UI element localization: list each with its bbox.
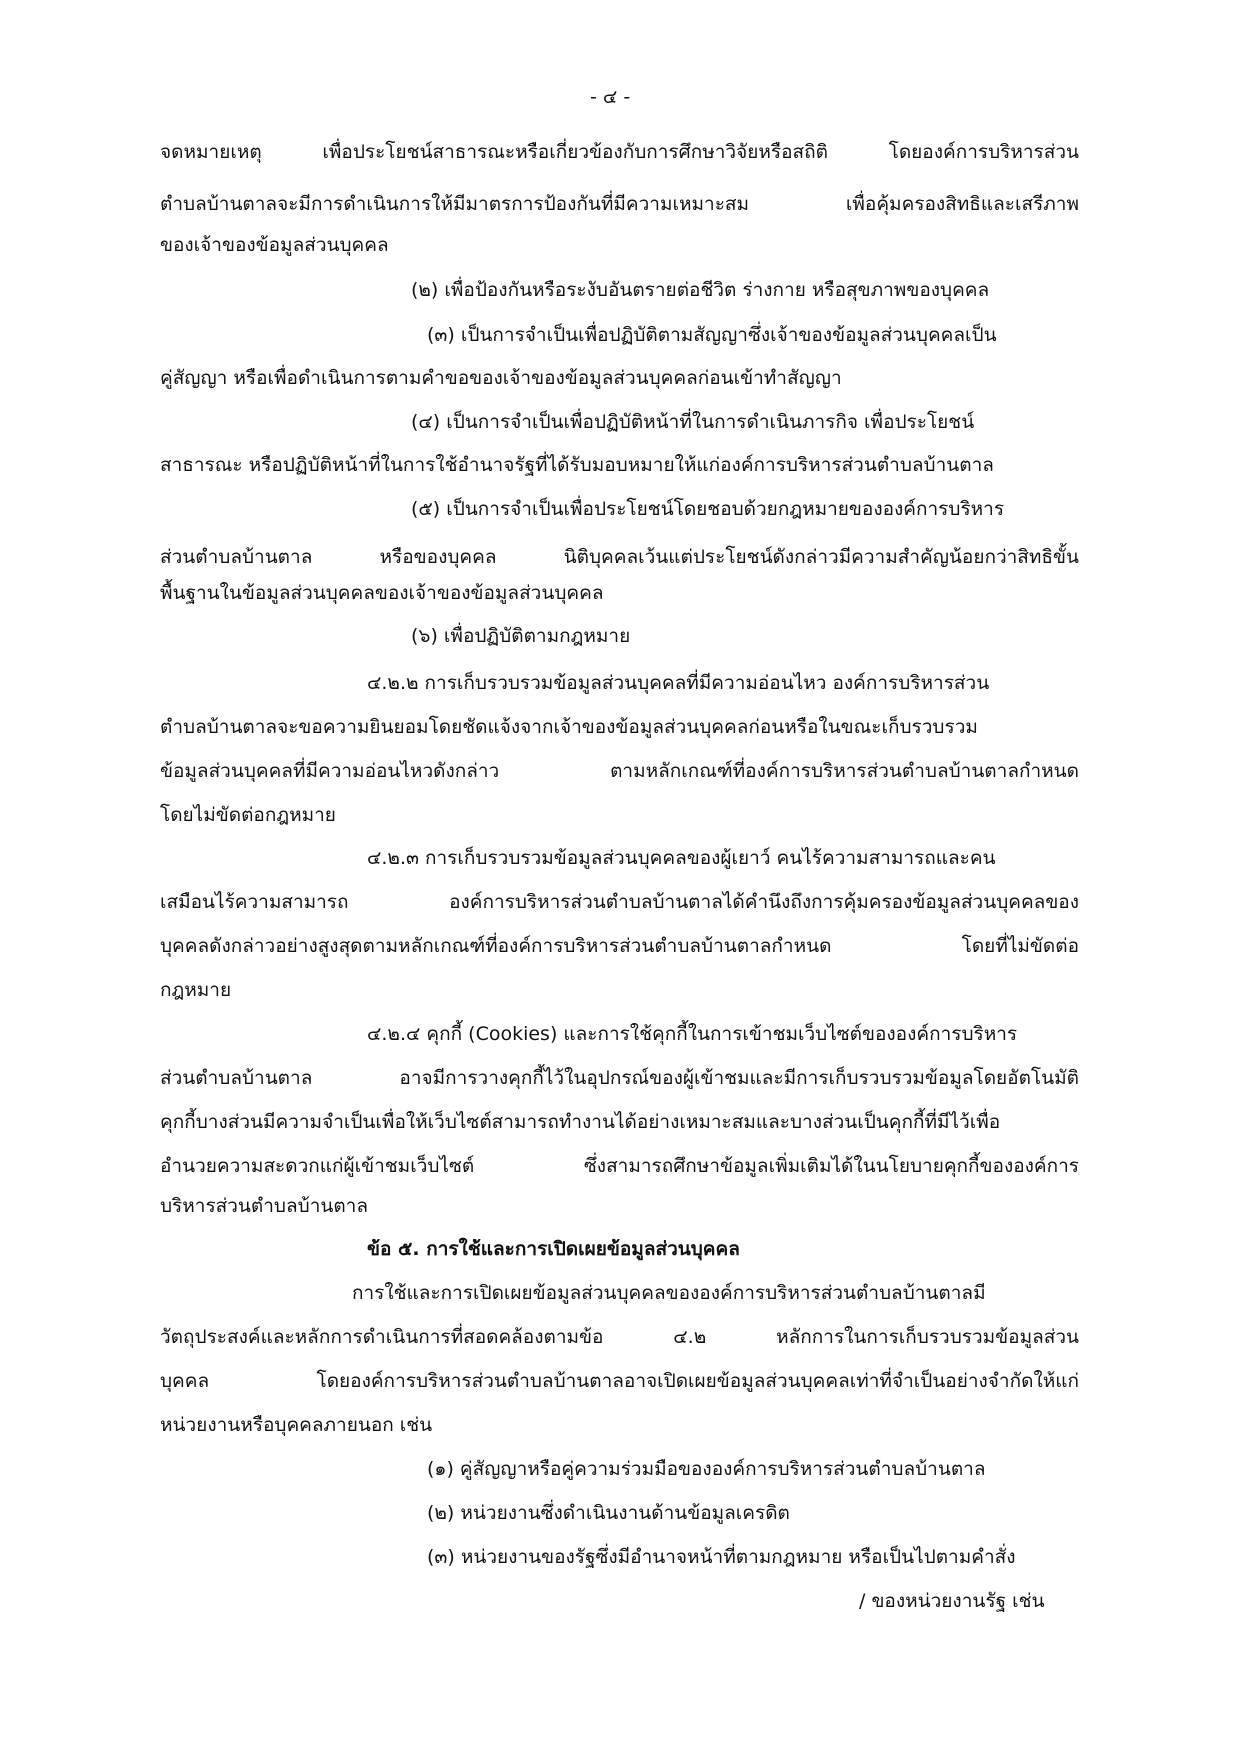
- text-line: ตำบลบ้านตาลจะมีการดำเนินการให้มีมาตรการป้องกันที่มีความเหมาะสม เพื่อคุ้มครองสิทธิและเสรีภาพ: [160, 193, 1079, 215]
- text-line: กฎหมาย: [160, 979, 232, 1001]
- subsection-line: ๔.๒.๔ คุกกี้ (Cookies) และการใช้คุกกี้ในการเข้าชมเว็บไซต์ขององค์การบริหาร: [367, 1023, 1018, 1045]
- section-heading: ข้อ ๕. การใช้และการเปิดเผยข้อมูลส่วนบุคคล: [367, 1238, 740, 1260]
- list-item: (๖) เพื่อปฏิบัติตามกฎหมาย: [411, 625, 631, 647]
- text-line: บริหารส่วนตำบลบ้านตาล: [160, 1195, 368, 1217]
- text-line: วัตถุประสงค์และหลักการดำเนินการที่สอดคล้องตามข้อ ๔.๒ หลักการในการเก็บรวบรวมข้อมูลส่วน: [160, 1326, 1079, 1348]
- list-item: (๒) เพื่อป้องกันหรือระงับอันตรายต่อชีวิต ร่างกาย หรือสุขภาพของบุคคล: [411, 279, 990, 301]
- subsection-line: ๔.๒.๓ การเก็บรวบรวมข้อมูลส่วนบุคคลของผู้เยาว์ คนไร้ความสามารถและคน: [367, 847, 996, 869]
- text-line: ส่วนตำบลบ้านตาล อาจมีการวางคุกกี้ไว้ในอุปกรณ์ของผู้เข้าชมและมีการเก็บรวบรวมข้อมูลโดยอัตโนมัติ: [160, 1067, 1079, 1089]
- text-line: ตำบลบ้านตาลจะขอความยินยอมโดยชัดแจ้งจากเจ้าของข้อมูลส่วนบุคคลก่อนหรือในขณะเก็บรวบรวม: [160, 716, 978, 738]
- text-line: คุกกี้บางส่วนมีความจำเป็นเพื่อให้เว็บไซต์สามารถทำงานได้อย่างเหมาะสมและบางส่วนเป็นคุกกี้ที่มีไว้เพื่อ: [160, 1111, 1001, 1133]
- page-number: - ๔ -: [590, 86, 631, 108]
- text-line: การใช้และการเปิดเผยข้อมูลส่วนบุคคลขององค์การบริหารส่วนตำบลบ้านตาลมี: [352, 1282, 986, 1304]
- text-line: โดยไม่ขัดต่อกฎหมาย: [160, 804, 336, 826]
- text-line: สาธารณะ หรือปฏิบัติหน้าที่ในการใช้อำนาจรัฐที่ได้รับมอบหมายให้แก่องค์การบริหารส่วนตำบลบ้านตาล: [160, 454, 994, 476]
- text-line: จดหมายเหตุ เพื่อประโยชน์สาธารณะหรือเกี่ยวข้องกับการศึกษาวิจัยหรือสถิติ โดยองค์การบริหารส่วน: [160, 141, 1079, 163]
- list-item: (๔) เป็นการจำเป็นเพื่อปฏิบัติหน้าที่ในการดำเนินภารกิจ เพื่อประโยชน์: [411, 411, 975, 433]
- list-item: (๑) คู่สัญญาหรือคู่ความร่วมมือขององค์การบริหารส่วนตำบลบ้านตาล: [427, 1458, 986, 1480]
- text-line: ข้อมูลส่วนบุคคลที่มีความอ่อนไหวดังกล่าว ตามหลักเกณฑ์ที่องค์การบริหารส่วนตำบลบ้านตาลกำหนด: [160, 760, 1079, 782]
- text-line: หน่วยงานหรือบุคคลภายนอก เช่น: [160, 1414, 433, 1436]
- text-line: บุคคล โดยองค์การบริหารส่วนตำบลบ้านตาลอาจเปิดเผยข้อมูลส่วนบุคคลเท่าที่จำเป็นอย่างจำกัดให้แก่: [160, 1370, 1079, 1392]
- list-item: (๒) หน่วยงานซึ่งดำเนินงานด้านข้อมูลเครดิต: [427, 1502, 790, 1524]
- list-item: (๓) เป็นการจำเป็นเพื่อปฏิบัติตามสัญญาซึ่งเจ้าของข้อมูลส่วนบุคคลเป็น: [427, 324, 997, 346]
- text-line: เสมือนไร้ความสามารถ องค์การบริหารส่วนตำบลบ้านตาลได้คำนึงถึงการคุ้มครองข้อมูลส่วนบุคคลของ: [160, 891, 1079, 913]
- text-line: ของเจ้าของข้อมูลส่วนบุคคล: [160, 234, 389, 256]
- subsection-line: ๔.๒.๒ การเก็บรวบรวมข้อมูลส่วนบุคคลที่มีความอ่อนไหว องค์การบริหารส่วน: [367, 672, 990, 694]
- list-item: (๕) เป็นการจำเป็นเพื่อประโยชน์โดยชอบด้วยกฎหมายขององค์การบริหาร: [411, 498, 1005, 520]
- text-line: พื้นฐานในข้อมูลส่วนบุคคลของเจ้าของข้อมูลส่วนบุคคล: [160, 582, 604, 604]
- text-line: บุคคลดังกล่าวอย่างสูงสุดตามหลักเกณฑ์ที่องค์การบริหารส่วนตำบลบ้านตาลกำหนด โดยที่ไม่ขัดต่อ: [160, 935, 1079, 957]
- text-line: ส่วนตำบลบ้านตาล หรือของบุคคล นิติบุคคลเว้นแต่ประโยชน์ดังกล่าวมีความสำคัญน้อยกว่าสิทธิขั้น: [160, 546, 1079, 568]
- continuation-note: / ของหน่วยงานรัฐ เช่น: [859, 1590, 1045, 1612]
- list-item: (๓) หน่วยงานของรัฐซึ่งมีอำนาจหน้าที่ตามกฎหมาย หรือเป็นไปตามคำสั่ง: [427, 1546, 1016, 1568]
- text-line: อำนวยความสะดวกแก่ผู้เข้าชมเว็บไซต์ ซึ่งสามารถศึกษาข้อมูลเพิ่มเติมได้ในนโยบายคุกกี้ขององค์การ: [160, 1155, 1079, 1177]
- text-line: คู่สัญญา หรือเพื่อดำเนินการตามคำขอของเจ้าของข้อมูลส่วนบุคคลก่อนเข้าทำสัญญา: [160, 367, 842, 389]
